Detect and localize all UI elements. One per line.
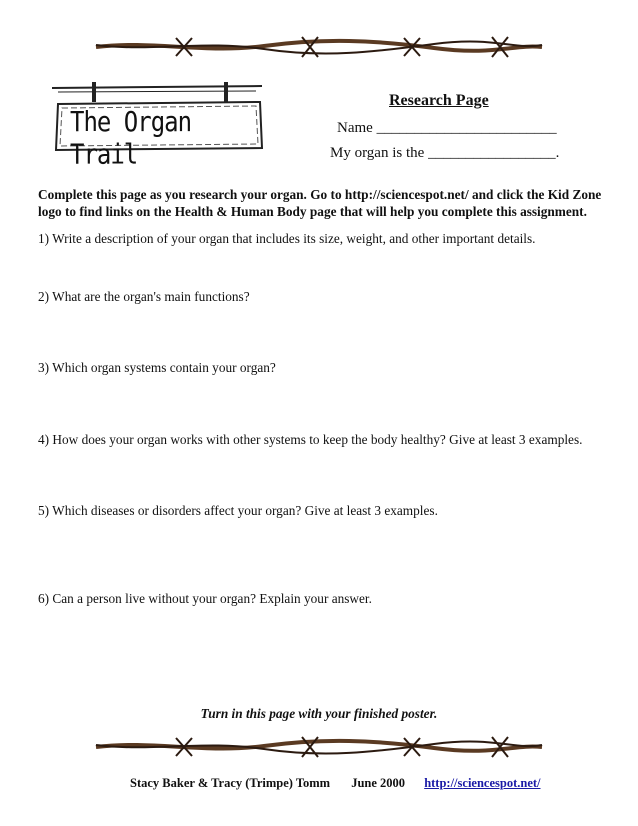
question-3: 3) Which organ systems contain your organ? (38, 360, 276, 375)
name-label: Name (337, 120, 373, 136)
credits (130, 776, 541, 791)
name-line (337, 120, 557, 137)
question-4: 4) How does your organ works with other systems to keep the body healthy? Give at least 3 examples. (38, 432, 583, 447)
question-1: 1) Write a description of your organ that includes its size, weight, and other important details. (38, 231, 536, 246)
authors: Stacy Baker & Tracy (Trimpe) Tomm (130, 776, 331, 790)
question-5: 5) Which diseases or disorders affect your organ? Give at least 3 examples. (38, 503, 438, 518)
question-6: 6) Can a person live without your organ? Explain your answer. (38, 591, 372, 606)
sciencespot-link[interactable]: http://sciencespot.net/ (424, 776, 541, 790)
page-title: Research Page (389, 92, 489, 109)
barbed-wire-divider-top (94, 34, 544, 60)
question-2: 2) What are the organ's main functions? (38, 289, 250, 304)
organ-line (330, 145, 559, 162)
sign-title: The Organ Trail (70, 105, 192, 171)
name-blank: ________________________ (376, 120, 557, 136)
organ-blank: _________________. (428, 145, 560, 161)
organ-label: My organ is the (330, 145, 425, 161)
barbed-wire-divider-bottom (94, 734, 544, 760)
turn-in-note: Turn in this page with your finished poster. (200, 706, 438, 721)
date: June 2000 (351, 776, 406, 790)
instructions: Complete this page as you research your organ. Go to http://sciencespot.net/ and click the Kid Zone logo to find links on the Health & Human Body page that will help you complete this assignment. (38, 187, 602, 219)
